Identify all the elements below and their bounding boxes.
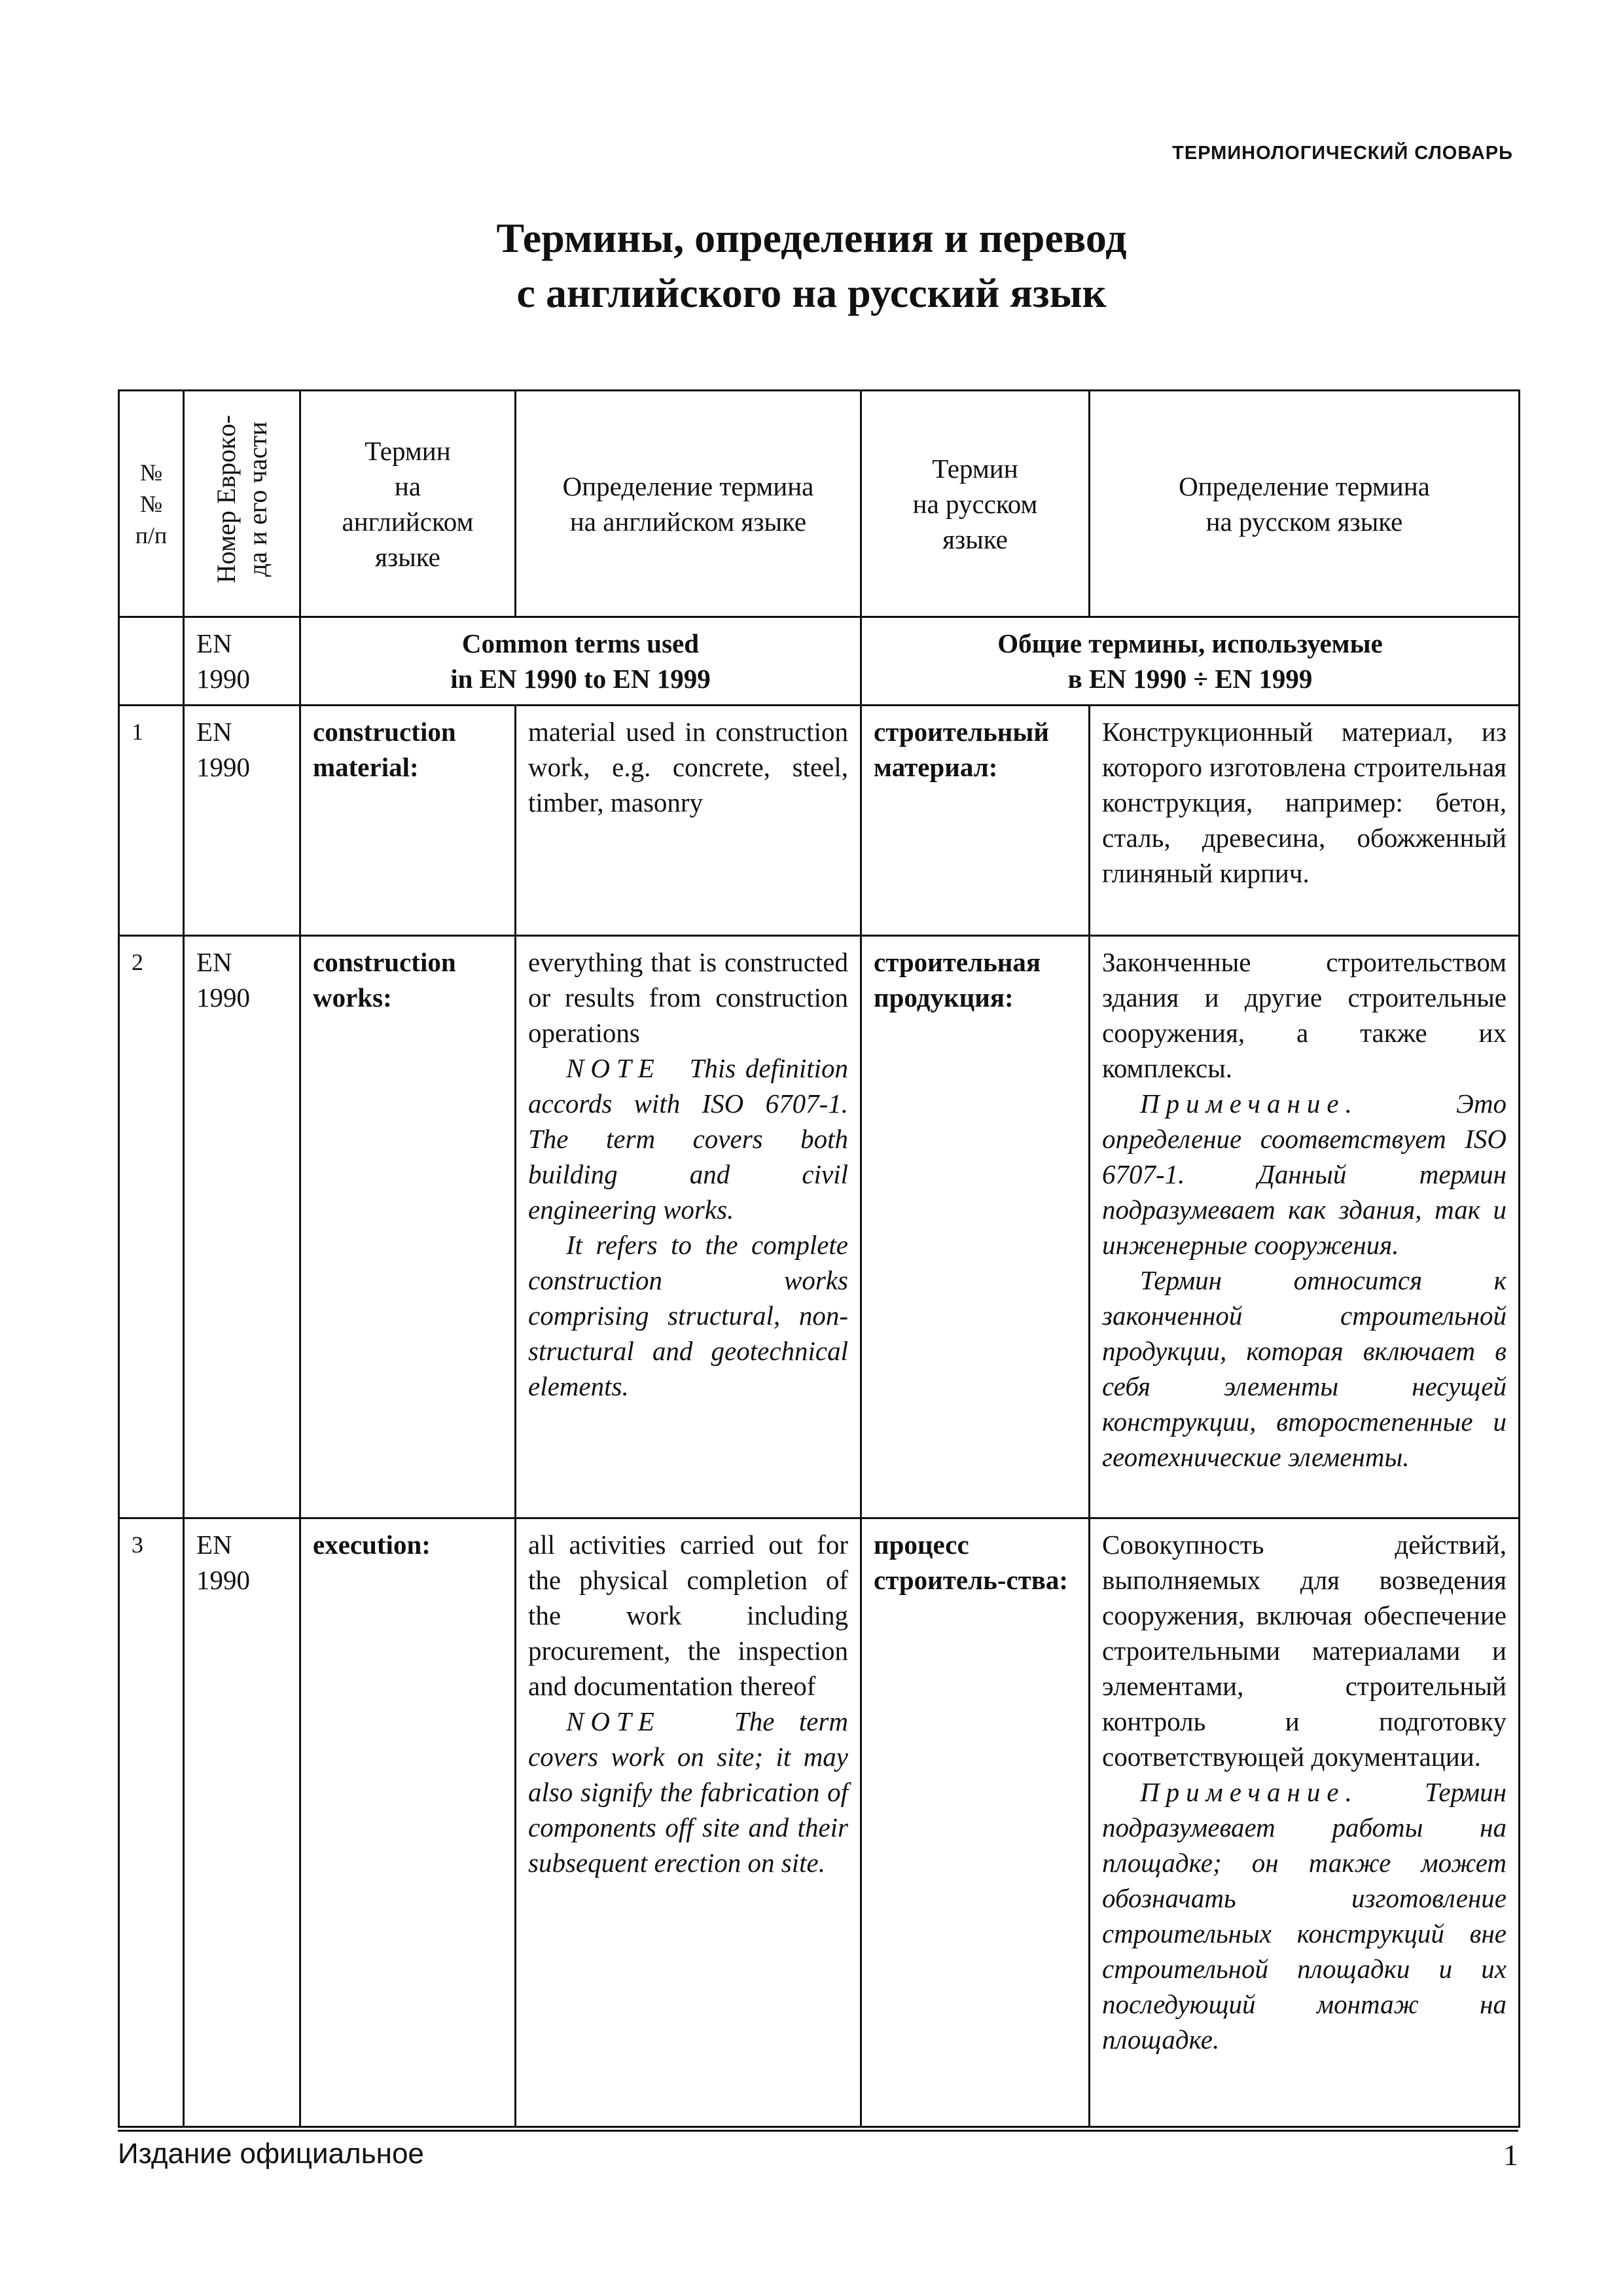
row-term-ru: процесс строитель-ства:	[861, 1518, 1090, 2127]
note-label: Примечание.	[1140, 1777, 1359, 1807]
section-number-cell	[119, 617, 184, 706]
table-header-row	[119, 391, 1520, 617]
edition-label: Издание официальное	[118, 2138, 424, 2170]
page-title	[0, 211, 1623, 321]
table-row	[119, 1518, 1520, 2127]
row-definition-en	[516, 1518, 861, 2127]
header-eurocode-line-2: да и его части	[242, 422, 272, 577]
page-number: 1	[1503, 2138, 1518, 2172]
definition-ru-text: Совокупность действий, выполняемых для возведения сооружения, включая обеспечение строительными материалами и элементами, строительный контроль и подготовку соответствующей документации.	[1102, 1530, 1507, 1772]
header-term-en-line-1: Термин	[365, 435, 451, 466]
row-code-line-2: 1990	[196, 1565, 250, 1595]
row-term-ru: строительный материал:	[861, 706, 1090, 936]
row-code-line-1: EN	[196, 717, 232, 747]
page-title-line-2: с английского на русский язык	[516, 270, 1107, 316]
footer-divider	[118, 2130, 1518, 2132]
header-number	[119, 391, 184, 617]
header-number-line-2: п/п	[135, 522, 168, 548]
page-title-line-1: Термины, определения и перевод	[496, 215, 1127, 261]
note-text: Это определение соответствует ISO 6707-1. Данный термин подразумевает как здания, так и инженерные сооружения.	[1102, 1088, 1507, 1260]
table-row	[119, 936, 1520, 1518]
section-title-en-line-2: in EN 1990 to EN 1999	[450, 664, 711, 694]
table-row	[119, 706, 1520, 936]
row-code-line-1: EN	[196, 1530, 232, 1560]
row-definition-en: material used in construction work, e.g. concrete, steel, timber, masonry	[516, 706, 861, 936]
definition-ru-note	[1102, 1774, 1507, 2057]
running-header: ТЕРМИНОЛОГИЧЕСКИЙ СЛОВАРЬ	[1172, 143, 1513, 164]
row-code-line-1: EN	[196, 947, 232, 977]
header-definition-en	[516, 391, 861, 617]
header-eurocode	[184, 391, 300, 617]
header-term-ru-line-3: языке	[942, 524, 1008, 554]
header-definition-en-line-2: на английском языке	[569, 506, 807, 537]
section-title-en-line-1: Common terms used	[461, 628, 700, 658]
header-term-en	[300, 391, 516, 617]
definition-ru-note-2: Термин относится к законченной строительной продукции, которая включает в себя элементы несущей конструкции, второстепенные и геотехнические элементы.	[1102, 1265, 1507, 1472]
note-label: NOTE	[566, 1053, 661, 1083]
header-definition-en-line-1: Определение термина	[562, 471, 814, 501]
section-code-line-2: 1990	[196, 664, 250, 694]
header-eurocode-text	[211, 415, 274, 583]
row-term-en: execution:	[300, 1518, 516, 2127]
note-label: Примечание.	[1140, 1088, 1359, 1119]
header-definition-ru	[1090, 391, 1520, 617]
header-definition-ru-line-2: на русском языке	[1205, 506, 1403, 537]
row-term-en: construction works:	[300, 936, 516, 1518]
definition-en-note-2: It refers to the complete construction works comprising structural, non-structural and geotechnical elements.	[528, 1230, 848, 1401]
section-title-ru	[861, 617, 1520, 706]
section-code-line-1: EN	[196, 628, 232, 658]
row-term-ru: строительная продукция:	[861, 936, 1090, 1518]
note-label: NOTE	[566, 1706, 661, 1736]
note-text: The term covers work on site; it may also signify the fabrication of components off site and their subsequent erection on site.	[528, 1706, 849, 1878]
header-number-line-1: №№	[139, 459, 163, 517]
section-title-en	[300, 617, 861, 706]
section-title-ru-line-1: Общие термины, используемые	[997, 628, 1383, 658]
note-text: This definition accords with ISO 6707-1. The term covers both building and civil engineering works.	[528, 1053, 848, 1225]
row-definition-ru: Конструкционный материал, из которого изготовлена строительная конструкция, например: бетон, сталь, древесина, обожженный глиняный кирпич.	[1090, 706, 1520, 936]
row-definition-ru	[1090, 1518, 1520, 2127]
definition-en-text: all activities carried out for the physical completion of the work including procurement, the inspection and documentation thereof	[528, 1530, 848, 1701]
definition-ru-note	[1102, 1086, 1507, 1263]
row-term-en: construction material:	[300, 706, 516, 936]
header-term-en-line-3: английском	[342, 506, 474, 537]
row-code-line-2: 1990	[196, 752, 250, 782]
definition-en-text: everything that is constructed or results from construction operations	[528, 947, 848, 1048]
header-definition-ru-line-1: Определение термина	[1179, 471, 1430, 501]
definition-en-note	[528, 1050, 848, 1227]
header-term-en-line-4: языке	[375, 541, 440, 572]
row-number: 3	[119, 1518, 184, 2127]
row-code	[184, 1518, 300, 2127]
header-term-en-line-2: на	[394, 471, 421, 501]
row-number: 2	[119, 936, 184, 1518]
row-definition-en	[516, 936, 861, 1518]
section-title-ru-line-2: в EN 1990 ÷ EN 1999	[1067, 664, 1313, 694]
definition-ru-text: Законченные строительством здания и другие строительные сооружения, а также их комплексы.	[1102, 947, 1507, 1083]
definition-en-note	[528, 1704, 848, 1880]
row-code	[184, 706, 300, 936]
header-term-ru-line-1: Термин	[932, 453, 1018, 484]
note-text: Термин подразумевает работы на площадке; он также может обозначать изготовление строительных конструкций вне строительной площадки и их последующий монтаж на площадке.	[1102, 1777, 1507, 2054]
header-term-ru-line-2: на русском	[912, 488, 1038, 519]
row-code-line-2: 1990	[196, 982, 250, 1013]
row-number: 1	[119, 706, 184, 936]
header-term-ru	[861, 391, 1090, 617]
row-definition-ru	[1090, 936, 1520, 1518]
glossary-table	[118, 389, 1520, 2128]
row-code	[184, 936, 300, 1518]
section-row	[119, 617, 1520, 706]
header-eurocode-line-1: Номер Еврокo-	[211, 415, 241, 584]
section-code	[184, 617, 300, 706]
